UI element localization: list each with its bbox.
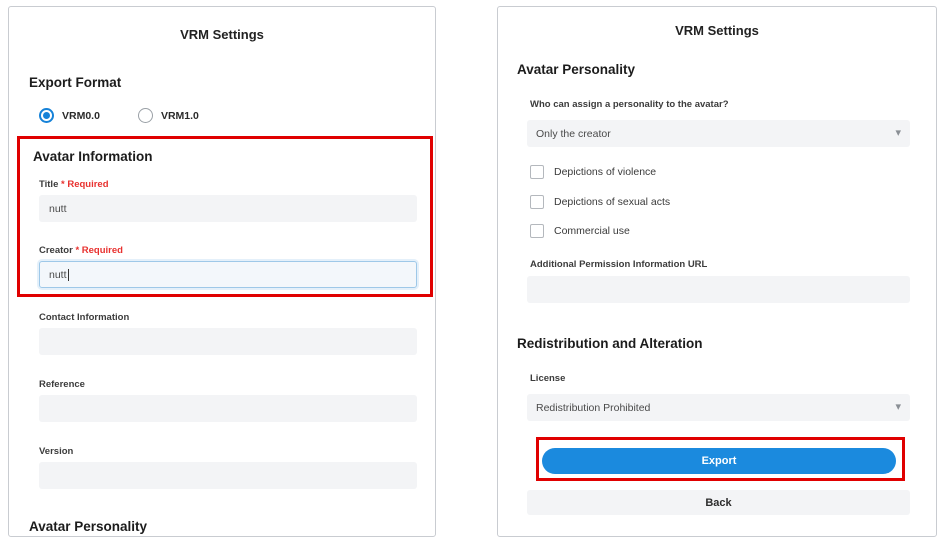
vrm-settings-panel-left — [8, 6, 436, 537]
radio-option-vrm10[interactable] — [138, 108, 199, 123]
field-label-creator-text: Creator — [39, 245, 73, 256]
text-caret — [68, 269, 69, 281]
checkbox-row-sexual-acts[interactable] — [530, 195, 670, 209]
radio-option-vrm00[interactable] — [39, 108, 100, 123]
label-permission-url: Additional Permission Information URL — [530, 259, 708, 270]
checkbox-icon-commercial-use[interactable] — [530, 224, 544, 238]
checkbox-icon-sexual-acts[interactable] — [530, 195, 544, 209]
select-license-value: Redistribution Prohibited — [536, 401, 651, 414]
input-contact-information[interactable] — [39, 328, 417, 355]
checkbox-label-sexual-acts: Depictions of sexual acts — [554, 196, 671, 208]
field-label-version: Version — [39, 446, 74, 457]
radio-icon-selected[interactable] — [39, 108, 54, 123]
export-button[interactable]: Export — [542, 448, 896, 474]
field-title — [39, 179, 417, 222]
export-format-heading: Export Format — [29, 75, 122, 90]
field-creator — [39, 245, 417, 288]
page-title-right: VRM Settings — [675, 23, 759, 38]
field-required-creator: * Required — [75, 245, 123, 256]
label-personality-question: Who can assign a personality to the avatar? — [530, 99, 729, 110]
radio-icon-unselected[interactable] — [138, 108, 153, 123]
radio-label-vrm00: VRM0.0 — [62, 109, 100, 122]
field-label-title — [39, 179, 417, 190]
field-required-title: * Required — [61, 179, 109, 190]
checkbox-row-commercial-use[interactable] — [530, 224, 630, 238]
checkbox-label-violence: Depictions of violence — [554, 166, 657, 178]
input-version[interactable] — [39, 462, 417, 489]
select-license[interactable] — [527, 394, 910, 421]
checkbox-icon-violence[interactable] — [530, 165, 544, 179]
back-button[interactable]: Back — [527, 490, 910, 515]
field-label-title-text: Title — [39, 179, 59, 190]
input-creator-value: nutt — [49, 268, 67, 281]
field-label-contact-information: Contact Information — [39, 312, 130, 323]
chevron-down-icon: ▾ — [895, 401, 901, 413]
checkbox-row-violence[interactable] — [530, 165, 656, 179]
select-personality-assigner[interactable] — [527, 120, 910, 147]
checkbox-label-commercial-use: Commercial use — [554, 225, 630, 237]
page-title-left: VRM Settings — [180, 27, 264, 42]
avatar-information-heading: Avatar Information — [33, 149, 153, 164]
input-creator[interactable] — [39, 261, 417, 288]
field-reference — [39, 379, 417, 422]
label-license: License — [530, 373, 566, 384]
input-title-value: nutt — [49, 202, 67, 215]
avatar-personality-heading-right: Avatar Personality — [517, 62, 636, 77]
export-format-radio-group — [39, 108, 199, 123]
field-label-creator — [39, 245, 417, 256]
chevron-down-icon: ▾ — [895, 127, 901, 139]
input-reference[interactable] — [39, 395, 417, 422]
radio-label-vrm10: VRM1.0 — [160, 109, 199, 122]
field-version — [39, 446, 417, 489]
field-label-reference: Reference — [39, 379, 85, 390]
field-contact-information — [39, 312, 417, 355]
avatar-personality-heading-left: Avatar Personality — [29, 519, 148, 534]
input-title[interactable] — [39, 195, 417, 222]
redistribution-heading: Redistribution and Alteration — [517, 336, 703, 351]
input-permission-url[interactable] — [527, 276, 910, 303]
select-personality-assigner-value: Only the creator — [536, 127, 611, 140]
